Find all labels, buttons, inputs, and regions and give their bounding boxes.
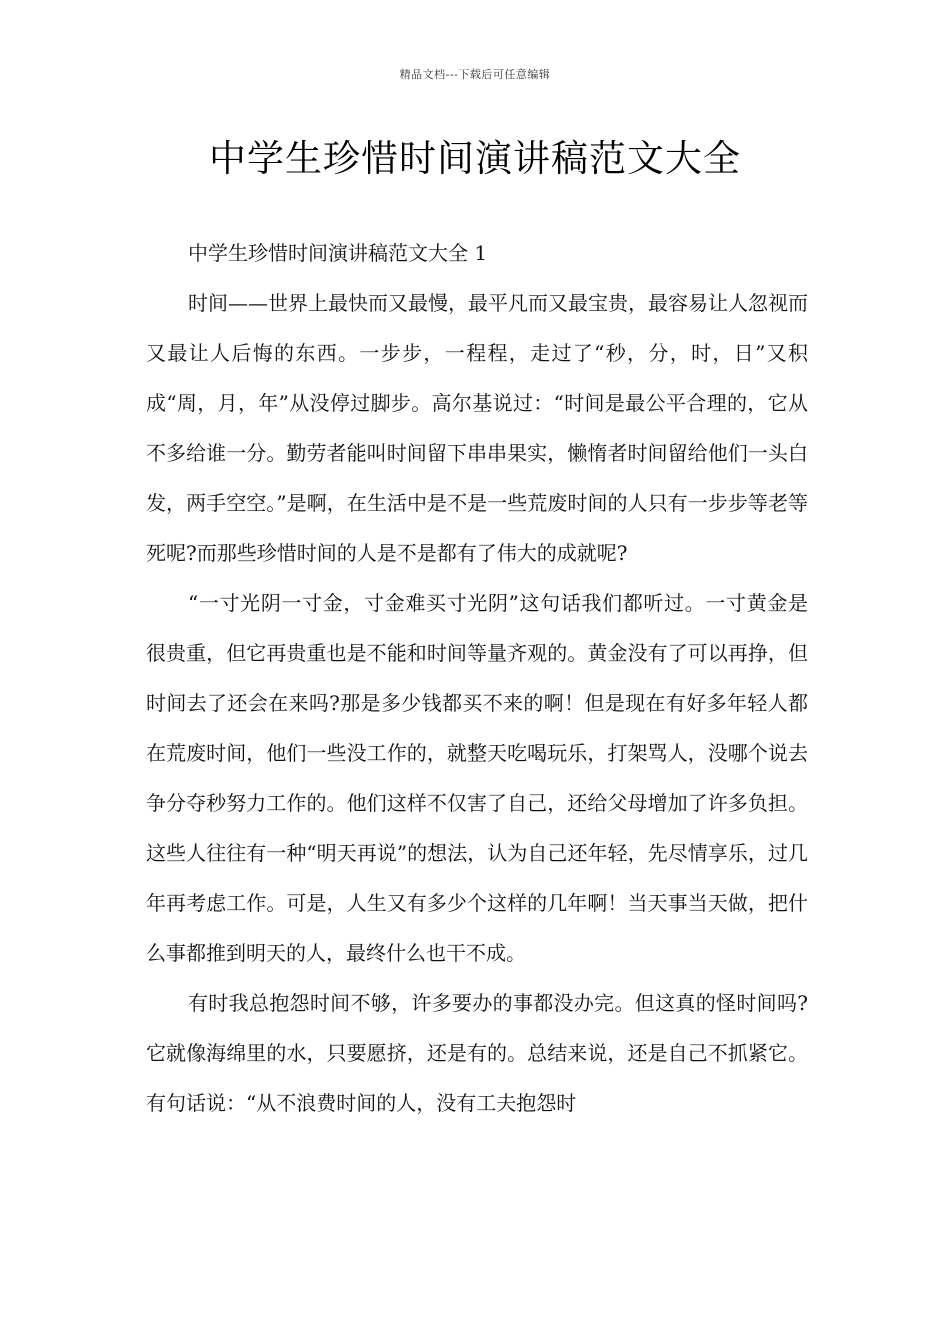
paragraph: 有时我总抱怨时间不够，许多要办的事都没办完。但这真的怪时间吗?它就像海绵里的水，只要愿挤，还是有的。总结来说，还是自己不抓紧它。有句话说：“从不浪费时间的人，没有工夫抱怨时 bbox=[146, 991, 808, 1115]
document-body bbox=[146, 228, 808, 1128]
section-heading: 中学生珍惜时间演讲稿范文大全 1 bbox=[188, 241, 488, 265]
paragraph: 时间——世界上最快而又最慢，最平凡而又最宝贵，最容易让人忽视而又最让人后悔的东西。一步步，一程程，走过了“秒，分，时，日”又积成“周，月，年”从没停过脚步。高尔基说过：“时间是最公平合理的，它从不多给谁一分。勤劳者能叫时间留下串串果实，懒惰者时间留给他们一头白发，两手空空。”是啊，在生活中是不是一些荒废时间的人只有一步步等老等死呢?而那些珍惜时间的人是不是都有了伟大的成就呢? bbox=[146, 291, 808, 565]
paragraph: “一寸光阴一寸金，寸金难买寸光阴”这句话我们都听过。一寸黄金是很贵重，但它再贵重也是不能和时间等量齐观的。黄金没有了可以再挣，但时间去了还会在来吗?那是多少钱都买不来的啊！但是现在有好多年轻人都在荒废时间，他们一些没工作的，就整天吃喝玩乐，打架骂人，没哪个说去争分夺秒努力工作的。他们这样不仅害了自己，还给父母增加了许多负担。这些人往往有一种“明天再说”的想法，认为自己还年轻，先尽情享乐，过几年再考虑工作。可是，人生又有多少个这样的几年啊！当天事当天做，把什么事都推到明天的人，最终什么也干不成。 bbox=[146, 591, 808, 965]
header-note: 精品文档---下载后可任意编辑 bbox=[399, 68, 551, 81]
document-title: 中学生珍惜时间演讲稿范文大全 bbox=[209, 137, 741, 180]
